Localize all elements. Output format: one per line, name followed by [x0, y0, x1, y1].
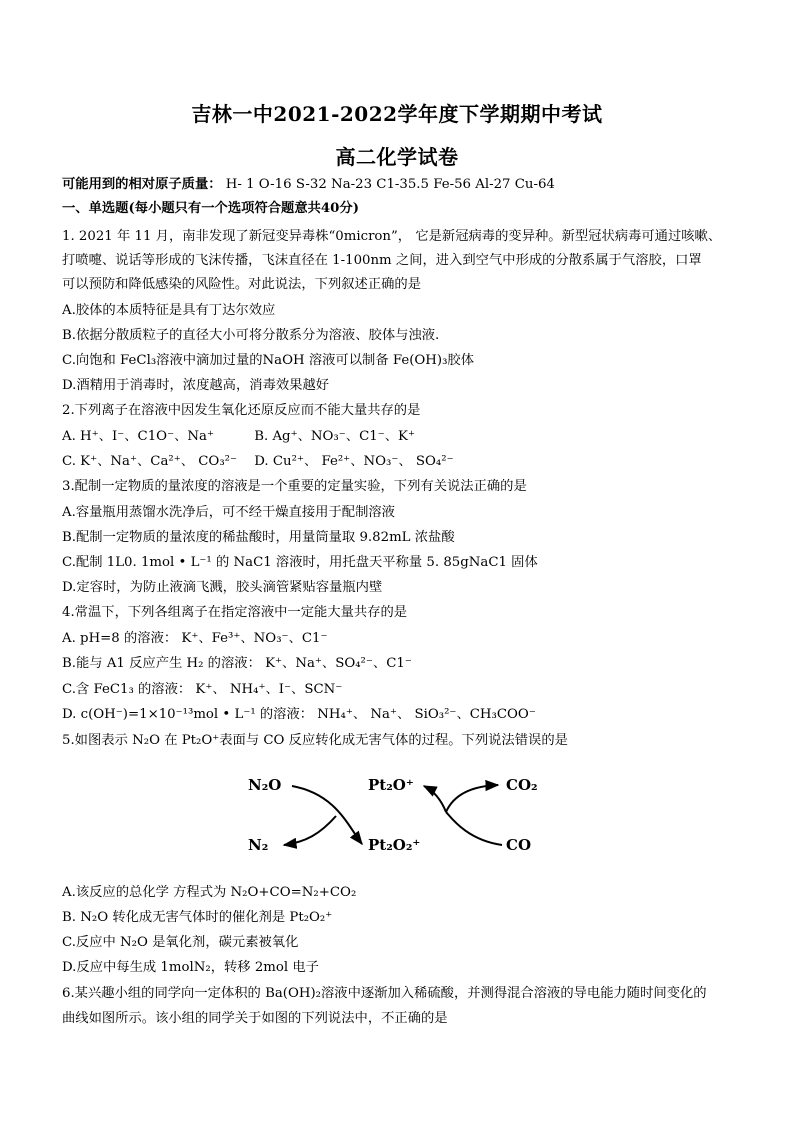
exam-subtitle: 高二化学试卷 [335, 145, 459, 169]
label-n2o: N₂O [248, 776, 282, 794]
label-n2: N₂ [248, 836, 269, 854]
atomic-mass-row [62, 176, 742, 194]
atomic-mass-values: H- 1 O-16 S-32 Na-23 C1-35.5 Fe-56 Al-27 Cu-64 [225, 177, 555, 192]
arrow-release-co2 [446, 785, 498, 812]
arrow-n2o-to-pt2o2 [292, 786, 362, 844]
q4-option-c: C.含 FeC1₃ 的溶液： K⁺、 NH₄⁺、I⁻、SCN⁻ [62, 682, 343, 697]
atomic-mass-label: 可能用到的相对原子质量： [62, 177, 222, 192]
q3-option-b: B.配制一定物质的量浓度的稀盐酸时，用量筒量取 9.82mL 浓盐酸 [62, 530, 455, 545]
label-pt2o: Pt₂O⁺ [368, 776, 414, 794]
q4-option-b: B.能与 A1 反应产生 H₂ 的溶液： K⁺、Na⁺、SO₄²⁻、C1⁻ [62, 656, 412, 671]
arrow-to-pt2o [424, 786, 446, 812]
section-title: 一、单选题(每小题只有一个选项符合题意共40分) [62, 201, 360, 216]
label-co2: CO₂ [506, 776, 538, 794]
q2-options-row-2 [62, 453, 742, 471]
reaction-cycle-diagram [240, 764, 550, 864]
arrow-co-in [446, 812, 502, 845]
q4-option-d: D. c(OH⁻)=1×10⁻¹³mol • L⁻¹ 的溶液： NH₄⁺、 Na⁺、 SiO₃²⁻、CH₃COO⁻ [62, 707, 536, 722]
q2-options-row-1 [62, 428, 742, 446]
q1-stem-line-3: 可以预防和降低感染的风险性。对此说法，下列叙述正确的是 [62, 277, 422, 292]
q2-option-a: A. H⁺、I⁻、C1O⁻、Na⁺ [62, 429, 214, 444]
q4-stem: 4.常温下，下列各组离子在指定溶液中一定能大量共存的是 [62, 605, 408, 620]
q2-option-d: D. Cu²⁺、 Fe²⁺、NO₃⁻、 SO₄²⁻ [254, 454, 454, 469]
q5-option-d: D.反应中每生成 1molN₂，转移 2mol 电子 [62, 960, 319, 975]
q3-stem: 3.配制一定物质的量浓度的溶液是一个重要的定量实验，下列有关说法正确的是 [62, 479, 527, 494]
q1-stem-line-2: 打喷嚏、说话等形成的飞沫传播，飞沫直径在 1-100nm 之间，进入到空气中形成的分散系属于气溶胶，口罩 [62, 253, 702, 268]
q3-option-a: A.容量瓶用蒸馏水洗净后，可不经干燥直接用于配制溶液 [62, 505, 395, 520]
q5-option-c: C.反应中 N₂O 是氧化剂，碳元素被氧化 [62, 935, 299, 950]
q3-option-c: C.配制 1L0. 1mol • L⁻¹ 的 NaC1 溶液时，用托盘天平称量 5. 85gNaC1 固体 [62, 555, 538, 570]
q6-stem-line-2: 曲线如图所示。该小组的同学关于如图的下列说法中，不正确的是 [62, 1011, 448, 1026]
q6-stem-line-1: 6.某兴趣小组的同学向一定体积的 Ba(OH)₂溶液中逐渐加入稀硫酸，并测得混合溶液的导电能力随时间变化的 [62, 986, 707, 1001]
q1-option-b: B.依据分散质粒子的直径大小可将分散系分为溶液、胶体与浊液. [62, 328, 440, 343]
q4-option-a: A. pH=8 的溶液： K⁺、Fe³⁺、NO₃⁻、C1⁻ [62, 631, 328, 646]
q1-option-a: A.胶体的本质特征是具有丁达尔效应 [62, 303, 276, 318]
q2-stem: 2.下列离子在溶液中因发生氧化还原反应而不能大量共存的是 [62, 403, 421, 418]
arrow-release-n2 [284, 816, 336, 845]
q1-option-d: D.酒精用于消毒时，浓度越高，消毒效果越好 [62, 378, 330, 393]
label-co: CO [506, 836, 532, 854]
q5-option-b: B. N₂O 转化成无害气体时的催化剂是 Pt₂O₂⁺ [62, 910, 333, 925]
q2-option-c: C. K⁺、Na⁺、Ca²⁺、 CO₃²⁻ [62, 454, 238, 469]
q3-option-d: D.定容时，为防止液滴飞溅，胶头滴管紧贴容量瓶内壁 [62, 580, 383, 595]
q2-option-b: B. Ag⁺、NO₃⁻、C1⁻、K⁺ [254, 429, 415, 444]
q1-option-c: C.向饱和 FeCl₃溶液中滴加过量的NaOH 溶液可以制备 Fe(OH)₃胶体 [62, 353, 475, 368]
q5-stem: 5.如图表示 N₂O 在 Pt₂O⁺表面与 CO 反应转化成无害气体的过程。下列说法错误的是 [62, 733, 568, 748]
exam-title: 吉林一中2021-2022学年度下学期期中考试 [191, 102, 603, 126]
q1-stem-line-1: 1. 2021 年 11 月，南非发现了新冠变异毒株“0micron”， 它是新冠病毒的变异种。新型冠状病毒可通过咳嗽、 [62, 229, 722, 244]
q5-option-a: A.该反应的总化学 方程式为 N₂O+CO=N₂+CO₂ [62, 885, 357, 900]
label-pt2o2: Pt₂O₂⁺ [368, 836, 421, 854]
